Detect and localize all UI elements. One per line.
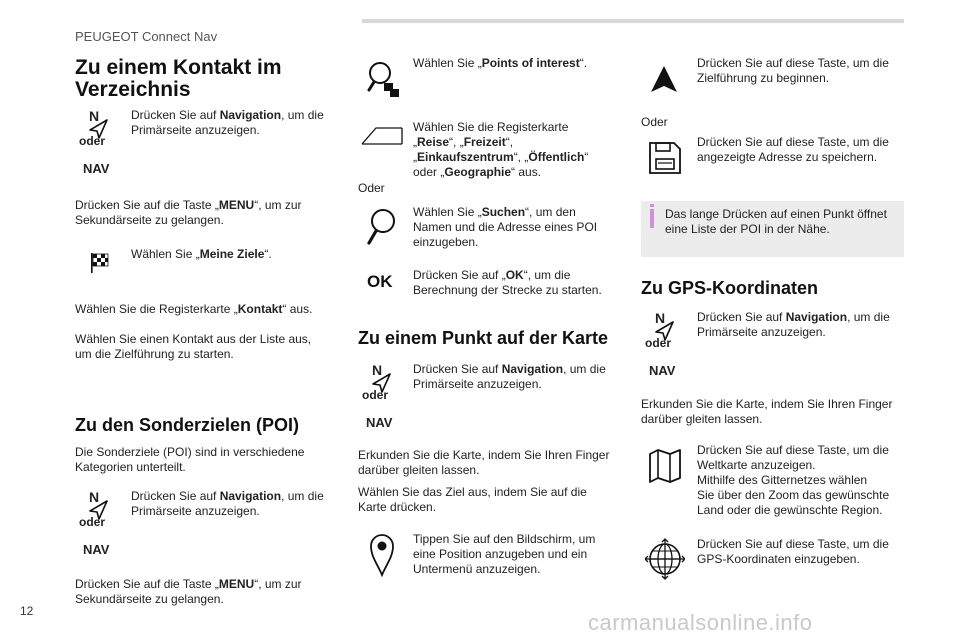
map-pin-icon	[368, 531, 396, 577]
instruction-press-navigation: Drücken Sie auf Navigation, um die Primärseite anzuzeigen.	[131, 489, 324, 518]
heading-gps-coordinates: Zu GPS-Koordinaten	[641, 278, 818, 298]
instruction-world-map: Drücken Sie auf diese Taste, um die Weltkarte anzuzeigen. Mithilfe des Gitternetzes wählen Sie über den Zoom das gewünschte Land oder die gewünschte Region.	[697, 443, 890, 517]
search-magnifier-icon	[366, 207, 398, 247]
navigation-button-icon: N oder NAV	[362, 362, 393, 430]
ok-button-icon: OK	[367, 272, 393, 291]
info-icon	[650, 204, 654, 207]
poi-description: Die Sonderziele (POI) sind in verschiedene Kategorien unterteilt.	[75, 445, 305, 474]
instruction-press-menu: Drücken Sie auf die Taste „MENU“, um zur Sekundärseite zu gelangen.	[75, 198, 302, 227]
instruction-select-destination: Wählen Sie das Ziel aus, indem Sie auf die Karte drücken.	[358, 485, 587, 514]
instruction-press-menu: Drücken Sie auf die Taste „MENU“, um zur Sekundärseite zu gelangen.	[75, 577, 302, 606]
start-guidance-arrow-icon	[649, 64, 679, 94]
instruction-select-contact: Wählen Sie einen Kontakt aus der Liste aus, um die Zielführung zu starten.	[75, 332, 312, 361]
info-note-box	[641, 201, 904, 257]
oder-label: Oder	[358, 181, 385, 195]
instruction-tap-screen: Tippen Sie auf den Bildschirm, um eine Position anzugeben und ein Untermenü anzuzeigen.	[413, 532, 596, 576]
category-tab-icon	[360, 124, 404, 148]
instruction-save-address: Drücken Sie auf diese Taste, um die angezeigte Adresse zu speichern.	[697, 135, 889, 164]
instruction-press-navigation: Drücken Sie auf Navigation, um die Primärseite anzuzeigen.	[413, 362, 606, 391]
manual-header-title: PEUGEOT Connect Nav	[75, 29, 218, 44]
navigation-button-icon: N oder NAV	[79, 489, 110, 557]
heading-contact-directory: Zu einem Kontakt im Verzeichnis	[75, 56, 282, 101]
header-divider	[362, 19, 904, 23]
instruction-select-kontakt-tab: Wählen Sie die Registerkarte „Kontakt“ aus.	[75, 302, 313, 316]
instruction-explore-map: Erkunden Sie die Karte, indem Sie Ihren Finger darüber gleiten lassen.	[358, 448, 610, 477]
instruction-start-guidance: Drücken Sie auf diese Taste, um die Zielführung zu beginnen.	[697, 56, 889, 85]
instruction-select-suchen: Wählen Sie „Suchen“, um den Namen und die Adresse eines POI einzugeben.	[413, 205, 598, 249]
gps-globe-icon	[645, 538, 685, 580]
world-map-icon	[648, 448, 682, 484]
save-address-icon	[647, 140, 683, 176]
navigation-button-icon: N oder NAV	[645, 310, 676, 378]
heading-map-point: Zu einem Punkt auf der Karte	[358, 328, 609, 348]
watermark: carmanualsonline.info	[588, 610, 813, 635]
instruction-press-navigation: Drücken Sie auf Navigation, um die Primärseite anzuzeigen.	[131, 108, 324, 137]
poi-search-icon	[366, 59, 402, 99]
heading-poi: Zu den Sonderzielen (POI)	[75, 415, 300, 435]
checkered-flag-icon	[89, 252, 109, 274]
instruction-enter-gps: Drücken Sie auf diese Taste, um die GPS-Koordinaten einzugeben.	[697, 537, 889, 566]
oder-label: Oder	[641, 115, 668, 129]
info-icon-bar	[650, 209, 654, 228]
instruction-select-points-of-interest: Wählen Sie „Points of interest“.	[413, 56, 588, 70]
instruction-press-navigation: Drücken Sie auf Navigation, um die Primärseite anzuzeigen.	[697, 310, 890, 339]
navigation-button-icon: N oder NAV	[79, 108, 110, 176]
instruction-select-meine-ziele: Wählen Sie „Meine Ziele“.	[131, 247, 272, 261]
instruction-select-category-tab: Wählen Sie die Registerkarte „Reise“, „Freizeit“, „Einkaufszentrum“, „Öffentlich“ oder „Geographie“ aus.	[413, 120, 589, 179]
page-number: 12	[20, 604, 34, 618]
info-note-text: Das lange Drücken auf einen Punkt öffnet eine Liste der POI in der Nähe.	[665, 207, 887, 236]
instruction-press-ok: Drücken Sie auf „OK“, um die Berechnung der Strecke zu starten.	[413, 268, 602, 297]
instruction-explore-map: Erkunden Sie die Karte, indem Sie Ihren Finger darüber gleiten lassen.	[641, 397, 893, 426]
